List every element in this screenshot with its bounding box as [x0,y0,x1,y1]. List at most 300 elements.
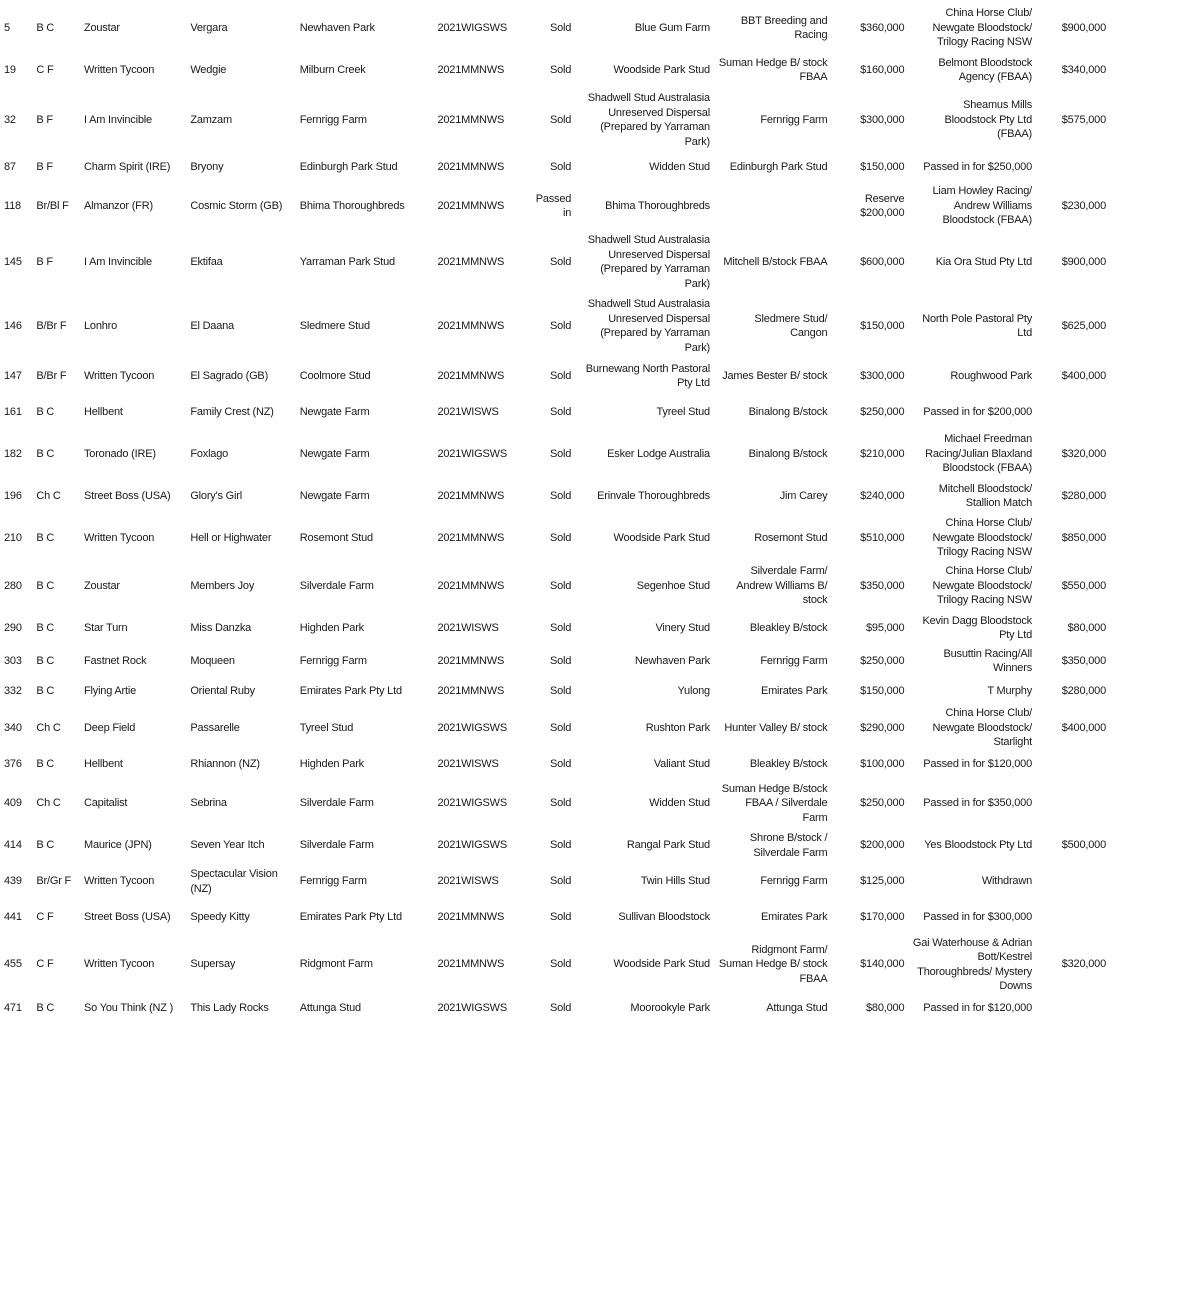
table-row [0,994,1110,1024]
cell-resale-price: $400,000 [1061,721,1106,734]
cell-resale-buyer: North Pole Pastoral Pty Ltd [922,312,1032,339]
cell-lot-number: 414 [4,839,22,852]
cell-dam: Ektifaa [190,255,223,268]
cell-sale-series: 2021MMNWS [437,531,505,544]
cell-vendor: Bhima Thoroughbreds [299,199,405,212]
cell-lot-number: 146 [4,319,22,332]
table-row [0,230,1110,294]
cell-sex: B/Br F [36,319,67,332]
cell-sire: Charm Spirit (IRE) [84,160,171,173]
cell-buyer: Shadwell Stud Australasia Unreserved Dispersal (Prepared by Yarraman Park) [587,298,710,354]
cell-lot-number: 210 [4,531,22,544]
cell-resale-price: $320,000 [1061,447,1106,460]
cell-resale-price [1036,864,1110,900]
cell-dam: Hell or Highwater [190,531,272,544]
cell-resale-buyer: Passed in for $300,000 [923,911,1032,924]
cell-lot-number: 5 [4,21,10,34]
cell-result: Sold [549,113,572,126]
cell-price: $300,000 [860,113,905,126]
cell-dam: Speedy Kitty [190,911,250,924]
cell-result: Sold [549,319,572,332]
cell-sex: B C [36,1002,55,1015]
cell-resale-vendor: Fernrigg Farm [760,654,828,667]
cell-sale-series: 2021WIGSWS [437,1002,507,1015]
cell-sex: Ch C [36,489,61,502]
cell-sale-series: 2021WISWS [437,621,499,634]
cell-result: Sold [549,369,572,382]
cell-result: Sold [549,797,572,810]
cell-resale-vendor: Suman Hedge B/stock FBAA / Silverdale Farm [721,782,828,824]
cell-dam: Cosmic Storm (GB) [190,199,283,212]
cell-resale-price [1036,750,1110,780]
cell-buyer: Widden Stud [649,160,710,173]
cell-price: $150,000 [860,160,905,173]
cell-price: $150,000 [860,684,905,697]
cell-sale-series: 2021MMNWS [437,911,505,924]
cell-sex: B C [36,21,55,34]
cell-lot-number: 147 [4,369,22,382]
cell-sex: B C [36,621,55,634]
cell-vendor: Rosemont Stud [299,531,373,544]
cell-vendor: Tyreel Stud [299,721,354,734]
cell-vendor: Fernrigg Farm [299,654,367,667]
cell-sex: C F [36,958,54,971]
cell-resale-buyer: China Horse Club/ Newgate Bloodstock/ Trilogy Racing NSW [932,565,1032,607]
cell-sale-series: 2021MMNWS [437,63,505,76]
cell-dam: Vergara [190,21,228,34]
cell-sex: B F [36,113,53,126]
table-row [0,152,1110,182]
cell-resale-price: $550,000 [1061,579,1106,592]
cell-buyer: Twin Hills Stud [640,875,710,888]
table-row [0,706,1110,750]
cell-resale-price [1036,152,1110,182]
table-row [0,646,1110,676]
cell-resale-price [1036,994,1110,1024]
cell-resale-vendor: Fernrigg Farm [760,875,828,888]
cell-resale-buyer: Liam Howley Racing/ Andrew Williams Bloodstock (FBAA) [932,185,1032,227]
cell-price: $160,000 [860,63,905,76]
cell-vendor: Coolmore Stud [299,369,371,382]
cell-sale-series: 2021MMNWS [437,160,505,173]
cell-lot-number: 145 [4,255,22,268]
cell-sire: Flying Artie [84,684,137,697]
cell-sale-series: 2021MMNWS [437,654,505,667]
cell-buyer: Sullivan Bloodstock [618,911,710,924]
cell-price: $510,000 [860,531,905,544]
cell-result: Sold [549,958,572,971]
cell-vendor: Highden Park [299,758,364,771]
cell-sire: Capitalist [84,797,128,810]
cell-resale-vendor: Silverdale Farm/ Andrew Williams B/ stock [736,565,828,607]
cell-resale-price: $500,000 [1061,839,1106,852]
cell-vendor: Ridgmont Farm [299,958,373,971]
cell-sale-series: 2021MMNWS [437,684,505,697]
table-row [0,610,1110,646]
cell-price: $250,000 [860,405,905,418]
cell-dam: El Sagrado (GB) [190,369,269,382]
table-row [0,294,1110,358]
cell-buyer: Burnewang North Pastoral Pty Ltd [585,362,710,389]
cell-resale-price [1036,780,1110,828]
cell-sex: B C [36,447,55,460]
cell-dam: This Lady Rocks [190,1002,269,1015]
cell-resale-buyer: Withdrawn [981,875,1032,888]
table-row [0,88,1110,152]
cell-sire: Deep Field [84,721,136,734]
cell-resale-buyer: China Horse Club/ Newgate Bloodstock/ Trilogy Racing NSW [932,7,1032,49]
cell-price: $80,000 [866,1002,905,1015]
cell-sire: I Am Invincible [84,113,152,126]
cell-sex: B F [36,255,53,268]
cell-resale-price: $80,000 [1067,621,1106,634]
cell-sale-series: 2021MMNWS [437,199,505,212]
cell-result: Sold [549,875,572,888]
cell-sale-series: 2021MMNWS [437,579,505,592]
cell-price: $100,000 [860,758,905,771]
cell-sex: C F [36,63,54,76]
cell-vendor: Newhaven Park [299,21,375,34]
cell-vendor: Emirates Park Pty Ltd [299,911,402,924]
cell-dam: Oriental Ruby [190,684,255,697]
cell-resale-price: $575,000 [1061,113,1106,126]
cell-lot-number: 332 [4,684,22,697]
cell-sire: So You Think (NZ ) [84,1002,174,1015]
cell-buyer: Tyreel Stud [656,405,710,418]
cell-buyer: Shadwell Stud Australasia Unreserved Dispersal (Prepared by Yarraman Park) [587,234,710,290]
cell-lot-number: 161 [4,405,22,418]
cell-sire: Street Boss (USA) [84,489,171,502]
cell-sire: I Am Invincible [84,255,152,268]
cell-sale-series: 2021WISWS [437,875,499,888]
cell-sire: Almanzor (FR) [84,199,153,212]
cell-lot-number: 455 [4,958,22,971]
table-row [0,358,1110,394]
cell-price: $360,000 [860,21,905,34]
cell-buyer: Woodside Park Stud [613,958,710,971]
cell-sire: Fastnet Rock [84,654,147,667]
cell-resale-buyer: Mitchell Bloodstock/ Stallion Match [938,482,1032,509]
cell-result: Sold [549,579,572,592]
cell-sale-series: 2021WIGSWS [437,839,507,852]
cell-result: Sold [549,21,572,34]
table-row [0,900,1110,936]
cell-result: Sold [549,654,572,667]
cell-result: Sold [549,758,572,771]
cell-sire: Zoustar [84,579,120,592]
sales-results-table [0,4,1110,1024]
cell-buyer: Erinvale Thoroughbreds [597,489,710,502]
cell-sire: Toronado (IRE) [84,447,156,460]
cell-resale-vendor: Shrone B/stock / Silverdale Farm [749,832,828,859]
cell-sire: Written Tycoon [84,63,155,76]
cell-resale-buyer: Yes Bloodstock Pty Ltd [924,839,1032,852]
cell-resale-buyer: Busuttin Racing/All Winners [943,647,1032,674]
cell-price: $350,000 [860,579,905,592]
cell-lot-number: 303 [4,654,22,667]
cell-lot-number: 87 [4,160,16,173]
cell-resale-vendor: Attunga Stud [766,1002,828,1015]
cell-price: $170,000 [860,911,905,924]
cell-result: Sold [549,684,572,697]
table-row [0,780,1110,828]
cell-vendor: Newgate Farm [299,447,370,460]
cell-buyer: Rangal Park Stud [626,839,710,852]
table-row [0,750,1110,780]
cell-vendor: Sledmere Stud [299,319,370,332]
cell-price: Reserve $200,000 [860,192,905,219]
cell-dam: Spectacular Vision (NZ) [190,868,278,895]
cell-result: Sold [549,405,572,418]
table-row [0,562,1110,610]
cell-sale-series: 2021WIGSWS [437,797,507,810]
cell-resale-vendor: Emirates Park [760,911,828,924]
cell-vendor: Milburn Creek [299,63,366,76]
cell-sire: Lonhro [84,319,118,332]
cell-sex: Br/Gr F [36,875,72,888]
cell-resale-price: $850,000 [1061,531,1106,544]
cell-price: $250,000 [860,654,905,667]
cell-result: Sold [549,531,572,544]
cell-sex: B C [36,839,55,852]
cell-sex: B/Br F [36,369,67,382]
cell-price: $140,000 [860,958,905,971]
cell-price: $95,000 [866,621,905,634]
cell-resale-vendor: BBT Breeding and Racing [740,14,828,41]
cell-sex: B C [36,579,55,592]
cell-buyer: Woodside Park Stud [613,531,710,544]
cell-resale-buyer: Passed in for $250,000 [923,160,1032,173]
cell-buyer: Moorookyle Park [630,1002,710,1015]
cell-resale-price: $280,000 [1061,489,1106,502]
cell-lot-number: 19 [4,63,16,76]
cell-resale-price: $900,000 [1061,255,1106,268]
cell-vendor: Newgate Farm [299,489,370,502]
cell-vendor: Yarraman Park Stud [299,255,395,268]
cell-dam: Glory's Girl [190,489,242,502]
cell-price: $300,000 [860,369,905,382]
cell-buyer: Yulong [677,684,710,697]
table-row [0,394,1110,430]
cell-lot-number: 439 [4,875,22,888]
cell-sex: C F [36,911,54,924]
cell-price: $125,000 [860,875,905,888]
table-row [0,4,1110,52]
cell-buyer: Segenhoe Stud [636,579,710,592]
cell-lot-number: 290 [4,621,22,634]
cell-result: Sold [549,621,572,634]
cell-buyer: Esker Lodge Australia [607,447,710,460]
cell-vendor: Fernrigg Farm [299,113,367,126]
table-body [0,4,1110,1024]
cell-buyer: Widden Stud [649,797,710,810]
cell-vendor: Silverdale Farm [299,579,374,592]
cell-dam: Members Joy [190,579,255,592]
cell-result: Sold [549,911,572,924]
cell-lot-number: 376 [4,758,22,771]
cell-dam: Wedgie [190,63,227,76]
cell-lot-number: 409 [4,797,22,810]
cell-buyer: Newhaven Park [634,654,710,667]
cell-price: $210,000 [860,447,905,460]
cell-lot-number: 118 [4,199,21,212]
cell-result: Sold [549,255,572,268]
cell-resale-price [1036,900,1110,936]
cell-buyer: Rushton Park [645,721,710,734]
cell-result: Sold [549,1002,572,1015]
cell-resale-vendor: Binalong B/stock [748,405,828,418]
cell-price: $600,000 [860,255,905,268]
cell-resale-vendor: Edinburgh Park Stud [729,160,828,173]
cell-sex: B C [36,684,55,697]
cell-buyer: Valiant Stud [653,758,710,771]
cell-dam: Family Crest (NZ) [190,405,274,418]
cell-resale-buyer: Roughwood Park [950,369,1032,382]
cell-sex: B C [36,654,55,667]
cell-sex: B C [36,758,55,771]
cell-resale-buyer: China Horse Club/ Newgate Bloodstock/ Trilogy Racing NSW [932,517,1032,559]
cell-sale-series: 2021WIGSWS [437,721,507,734]
cell-dam: Supersay [190,958,236,971]
cell-vendor: Silverdale Farm [299,839,374,852]
cell-resale-price: $900,000 [1061,21,1106,34]
cell-sale-series: 2021MMNWS [437,255,505,268]
cell-lot-number: 32 [4,113,16,126]
cell-sire: Written Tycoon [84,369,155,382]
cell-resale-price: $625,000 [1061,319,1106,332]
cell-dam: Moqueen [190,654,235,667]
cell-price: $290,000 [860,721,905,734]
cell-sale-series: 2021WIGSWS [437,21,507,34]
cell-sex: Br/Bl F [36,199,69,212]
cell-buyer: Vinery Stud [655,621,710,634]
cell-resale-price: $320,000 [1061,958,1106,971]
cell-sale-series: 2021WISWS [437,758,499,771]
cell-lot-number: 340 [4,721,22,734]
cell-dam: Passarelle [190,721,240,734]
cell-resale-vendor: Sledmere Stud/ Cangon [754,312,828,339]
cell-lot-number: 441 [4,911,22,924]
cell-lot-number: 471 [4,1002,22,1015]
cell-resale-buyer: Michael Freedman Racing/Julian Blaxland Bloodstock (FBAA) [925,433,1032,475]
cell-resale-price: $340,000 [1061,63,1106,76]
cell-resale-vendor: Suman Hedge B/ stock FBAA [718,56,828,83]
cell-lot-number: 280 [4,579,22,592]
cell-resale-vendor: Jim Carey [779,489,828,502]
cell-dam: Zamzam [190,113,232,126]
cell-price: $200,000 [860,839,905,852]
cell-sale-series: 2021MMNWS [437,319,505,332]
cell-dam: Seven Year Itch [190,839,265,852]
cell-buyer: Shadwell Stud Australasia Unreserved Dispersal (Prepared by Yarraman Park) [587,92,710,148]
cell-result: Sold [549,839,572,852]
cell-sex: Ch C [36,721,61,734]
cell-sale-series: 2021MMNWS [437,489,505,502]
cell-dam: Sebrina [190,797,227,810]
cell-buyer: Woodside Park Stud [613,63,710,76]
cell-sale-series: 2021MMNWS [437,113,505,126]
table-row [0,676,1110,706]
cell-sale-series: 2021MMNWS [437,958,505,971]
cell-result: Sold [549,447,572,460]
cell-vendor: Emirates Park Pty Ltd [299,684,402,697]
cell-resale-vendor: Fernrigg Farm [760,113,828,126]
cell-resale-buyer: Passed in for $120,000 [923,758,1032,771]
cell-sire: Star Turn [84,621,128,634]
cell-resale-vendor: Rosemont Stud [754,531,828,544]
cell-resale-buyer: China Horse Club/ Newgate Bloodstock/ Starlight [932,707,1032,748]
cell-buyer: Bhima Thoroughbreds [605,199,710,212]
cell-resale-vendor [714,182,831,230]
cell-vendor: Newgate Farm [299,405,370,418]
cell-price: $240,000 [860,489,905,502]
cell-resale-price [1036,394,1110,430]
cell-dam: Miss Danzka [190,621,252,634]
cell-dam: Bryony [190,160,224,173]
cell-resale-buyer: T Murphy [987,684,1032,697]
cell-resale-buyer: Kia Ora Stud Pty Ltd [935,255,1032,268]
cell-vendor: Attunga Stud [299,1002,361,1015]
cell-resale-vendor: Hunter Valley B/ stock [724,721,828,734]
cell-resale-vendor: Binalong B/stock [748,447,828,460]
table-row [0,52,1110,88]
cell-sire: Written Tycoon [84,958,155,971]
cell-sire: Written Tycoon [84,875,155,888]
table-row [0,182,1110,230]
table-row [0,828,1110,864]
cell-resale-buyer: Kevin Dagg Bloodstock Pty Ltd [922,614,1032,641]
table-row [0,936,1110,994]
cell-resale-buyer: Passed in for $200,000 [923,405,1032,418]
cell-sire: Hellbent [84,405,123,418]
cell-result: Sold [549,489,572,502]
cell-sire: Zoustar [84,21,120,34]
cell-resale-price: $400,000 [1061,369,1106,382]
cell-resale-vendor: Ridgmont Farm/ Suman Hedge B/ stock FBAA [718,943,828,985]
cell-result: Sold [549,63,572,76]
cell-price: $150,000 [860,319,905,332]
cell-sire: Hellbent [84,758,123,771]
cell-vendor: Edinburgh Park Stud [299,160,398,173]
cell-resale-vendor: Bleakley B/stock [749,621,828,634]
cell-dam: El Daana [190,319,234,332]
cell-lot-number: 196 [4,489,22,502]
cell-price: $250,000 [860,797,905,810]
cell-vendor: Fernrigg Farm [299,875,367,888]
cell-dam: Foxlago [190,447,229,460]
cell-sex: B F [36,160,53,173]
cell-resale-price: $230,000 [1061,199,1106,212]
cell-sex: B C [36,531,55,544]
cell-resale-vendor: Mitchell B/stock FBAA [723,255,828,268]
table-row [0,478,1110,514]
cell-resale-vendor: Emirates Park [760,684,828,697]
cell-result: Passed in [535,192,572,219]
cell-lot-number: 182 [4,447,22,460]
cell-resale-price: $350,000 [1061,654,1106,667]
cell-sale-series: 2021WISWS [437,405,499,418]
cell-sex: Ch C [36,797,61,810]
cell-dam: Rhiannon (NZ) [190,758,260,771]
cell-sire: Written Tycoon [84,531,155,544]
cell-result: Sold [549,160,572,173]
cell-resale-buyer: Passed in for $120,000 [923,1002,1032,1015]
cell-resale-buyer: Gai Waterhouse & Adrian Bott/Kestrel Thoroughbreds/ Mystery Downs [912,936,1032,992]
table-row [0,514,1110,562]
cell-sire: Street Boss (USA) [84,911,171,924]
cell-sire: Maurice (JPN) [84,839,152,852]
table-row [0,430,1110,478]
